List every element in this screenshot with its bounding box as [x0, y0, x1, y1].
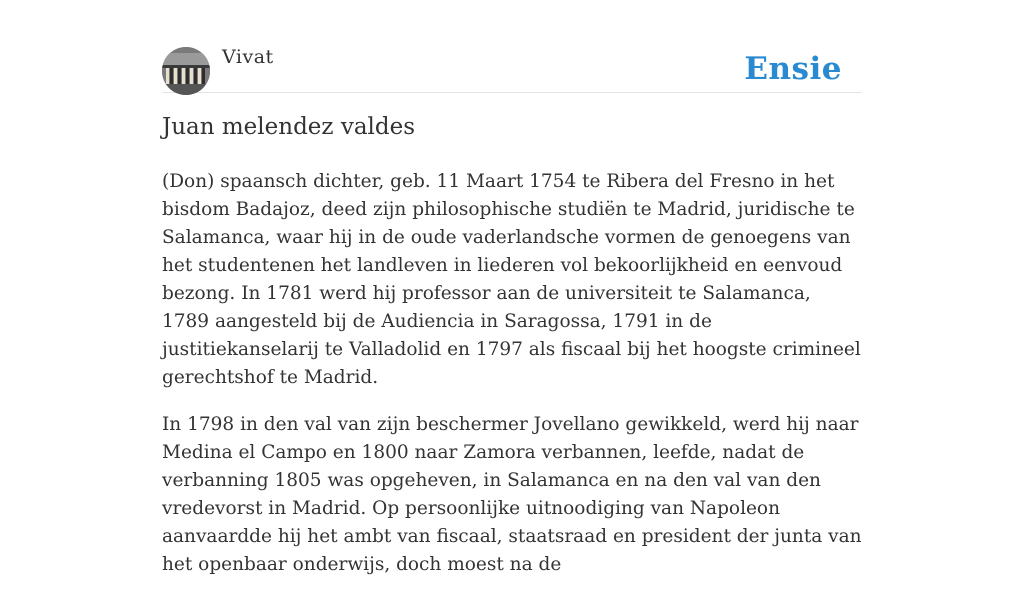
header — [162, 0, 862, 93]
bookshelf-icon — [162, 47, 210, 95]
author-avatar[interactable] — [162, 47, 210, 95]
article-paragraph: In 1798 in den val van zijn beschermer Jovellano gewikkeld, werd hij naar Medina el Campo en 1800 naar Zamora verbannen, leefde, nadat de verbanning 1805 was opgeheven, in Salamanca en na den val van den vredevorst in Madrid. Op persoonlijke uitnoodiging van Napoleon aanvaardde hij het ambt van fiscaal, staatsraad en president der junta van het openbaar onderwijs, doch moest na de — [162, 414, 862, 575]
article-title: Juan melendez valdes — [162, 114, 416, 140]
article-paragraph: (Don) spaansch dichter, geb. 11 Maart 1754 te Ribera del Fresno in het bisdom Badajoz, deed zijn philosophische studiën te Madrid, juridische te Salamanca, waar hij in de oude vaderlandsche vormen de genoegens van het studentenen het landleven in liederen vol bekoorlijkheid en eenvoud bezong. In 1781 werd hij professor aan de universiteit te Salamanca, 1789 aangesteld bij de Audiencia in Saragossa, 1791 in de justitiekanselarij te Valladolid en 1797 als fiscaal bij het hoogste crimineel gerechtshof te Madrid. — [162, 171, 861, 388]
ensie-logo[interactable]: Ensie — [744, 51, 842, 87]
author-name[interactable]: Vivat — [222, 46, 274, 68]
article-body — [162, 168, 862, 598]
page-container — [162, 0, 862, 575]
